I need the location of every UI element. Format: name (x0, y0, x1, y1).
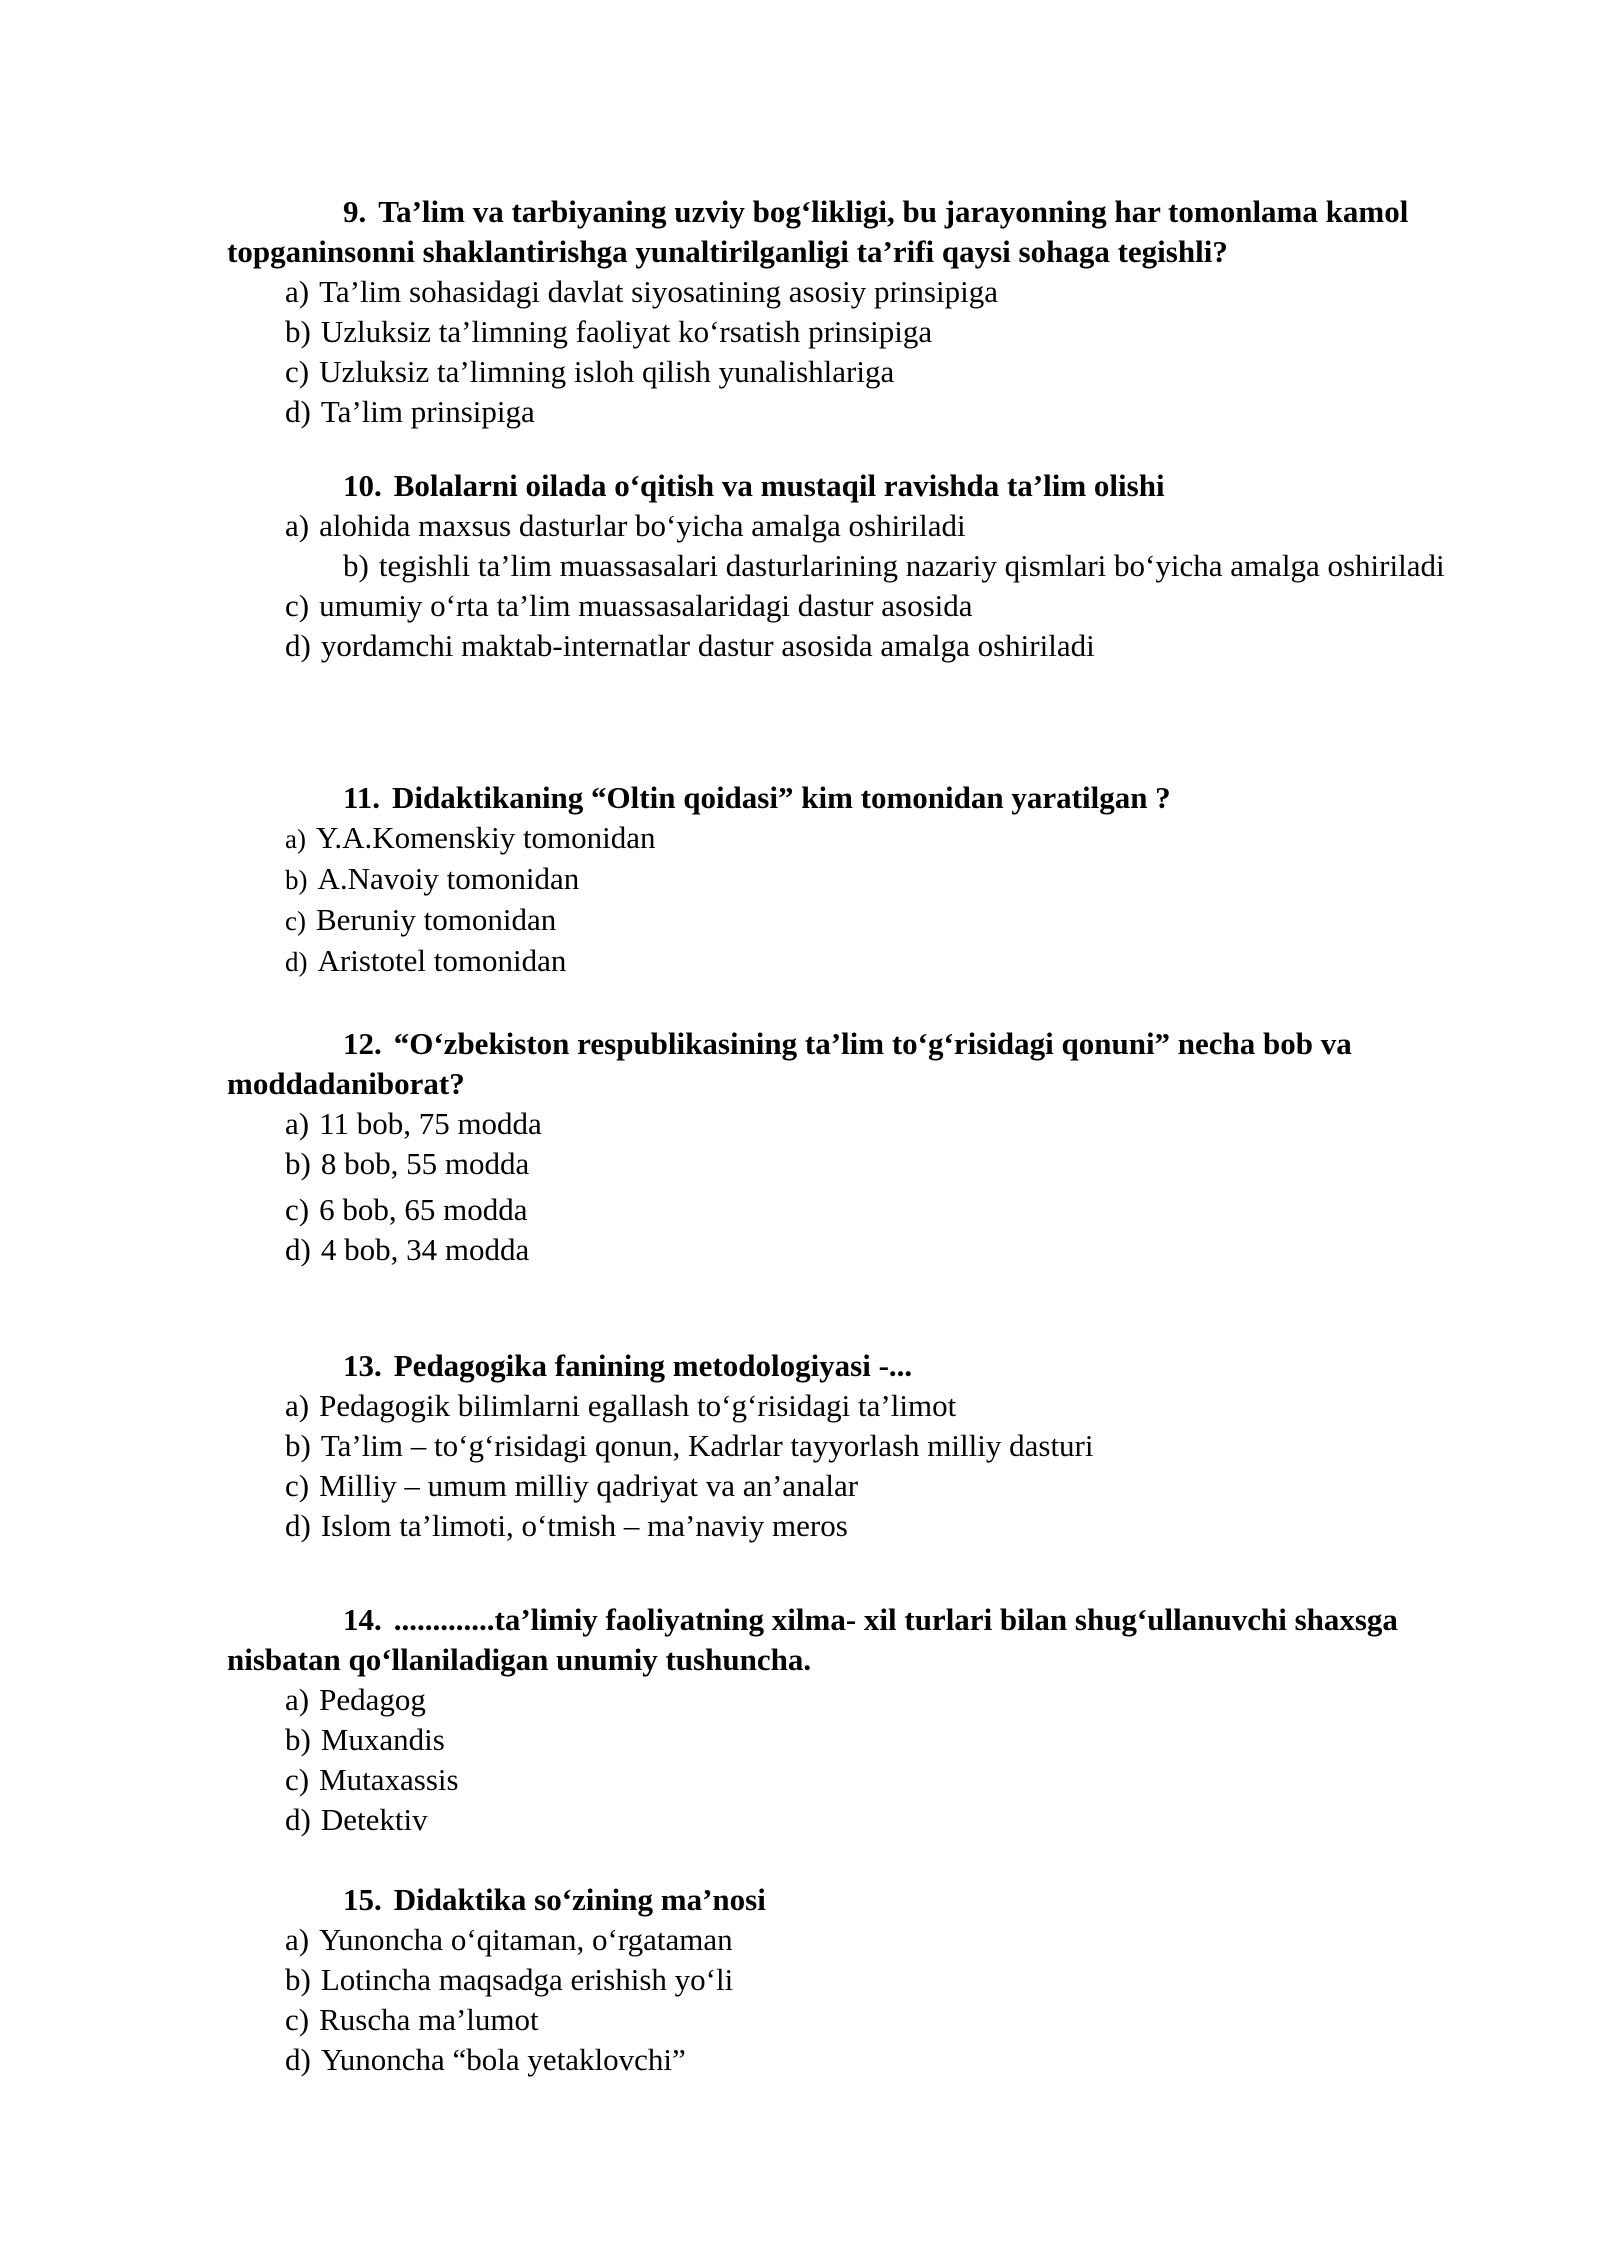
answer-option (227, 1920, 1517, 1960)
answer-option (227, 1720, 1517, 1760)
option-text: Lotincha maqsadga erishish yo‘li (320, 1962, 734, 1997)
question-number: 10. (343, 468, 382, 503)
answer-option (227, 1506, 1517, 1546)
option-letter: a) (285, 1106, 310, 1141)
option-text: Uzluksiz ta’limning isloh qilish yunalishlariga (319, 354, 895, 389)
option-letter: b) (285, 1962, 311, 1997)
question-text: .............ta’limiy faoliyatning xilma- xil turlari bilan shug‘ullanuvchi shaxsga nisbatan qo‘llaniladigan unumiy tushuncha. (227, 1602, 1398, 1677)
question-number: 12. (343, 1026, 382, 1061)
answer-option (227, 1760, 1517, 1800)
answer-option (227, 1466, 1517, 1506)
option-text: 8 bob, 55 modda (320, 1146, 530, 1181)
option-letter: c) (285, 1762, 310, 1797)
answer-option (227, 900, 1517, 941)
answer-option (227, 2000, 1517, 2040)
question-title (227, 1600, 1517, 1680)
question-title (227, 1024, 1517, 1104)
option-letter: d) (285, 1232, 311, 1267)
answer-option (227, 312, 1517, 352)
option-text: Aristotel tomonidan (317, 943, 567, 978)
question-text: Didaktika so‘zining ma’nosi (393, 1882, 766, 1917)
answer-option (227, 1960, 1517, 2000)
question-11 (227, 778, 1517, 982)
question-text: “O‘zbekiston respublikasining ta’lim to‘g‘risidagi qonuni” necha bob va moddadaniborat? (227, 1026, 1352, 1101)
question-title (227, 192, 1517, 272)
option-letter: a) (285, 508, 310, 543)
option-text: Pedagog (319, 1682, 426, 1717)
option-text: Muxandis (320, 1722, 445, 1757)
question-14 (227, 1600, 1517, 1840)
question-13 (227, 1346, 1517, 1546)
option-text: Ta’lim prinsipiga (320, 394, 535, 429)
option-text: Beruniy tomonidan (315, 902, 557, 937)
option-letter: b) (285, 865, 308, 895)
option-letter: a) (285, 1388, 310, 1423)
option-text: Yunoncha o‘qitaman, o‘rgataman (319, 1922, 733, 1957)
answer-option (227, 626, 1517, 666)
option-letter: d) (285, 394, 311, 429)
option-text: 11 bob, 75 modda (319, 1106, 542, 1141)
answer-option (227, 272, 1517, 312)
option-text: Ta’lim – to‘g‘risidagi qonun, Kadrlar tayyorlash milliy dasturi (320, 1428, 1094, 1463)
option-letter: b) (285, 1428, 311, 1463)
option-letter: d) (285, 1802, 311, 1837)
answer-option (227, 546, 1517, 586)
question-number: 14. (343, 1602, 382, 1637)
answer-option (227, 506, 1517, 546)
question-text: Ta’lim va tarbiyaning uzviy bog‘likligi, bu jarayonning har tomonlama kamol topganinsonni shaklantirishga yunaltirilganligi ta’rifi qaysi sohaga tegishli? (227, 194, 1409, 269)
option-letter: d) (285, 2042, 311, 2077)
question-text: Bolalarni oilada o‘qitish va mustaqil ravishda ta’lim olishi (393, 468, 1165, 503)
question-title (227, 466, 1517, 506)
question-10 (227, 466, 1517, 666)
answer-option (227, 859, 1517, 900)
option-text: Detektiv (320, 1802, 428, 1837)
answer-option (227, 586, 1517, 626)
option-text: 4 bob, 34 modda (320, 1232, 530, 1267)
question-text: Pedagogika fanining metodologiyasi -... (393, 1348, 913, 1383)
option-letter: a) (285, 274, 310, 309)
answer-option (227, 941, 1517, 982)
answer-option (227, 1230, 1517, 1270)
option-text: Yunoncha “bola yetaklovchi” (320, 2042, 686, 2077)
option-text: alohida maxsus dasturlar bo‘yicha amalga oshiriladi (319, 508, 966, 543)
option-letter: c) (285, 1468, 310, 1503)
question-15 (227, 1880, 1517, 2080)
option-letter: b) (285, 314, 311, 349)
option-text: Mutaxassis (319, 1762, 459, 1797)
option-text: Y.A.Komenskiy tomonidan (315, 820, 656, 855)
answer-option (227, 1190, 1517, 1230)
answer-option (227, 1426, 1517, 1466)
answer-option (227, 1144, 1517, 1184)
option-text: A.Navoiy tomonidan (317, 861, 580, 896)
option-text: Uzluksiz ta’limning faoliyat ko‘rsatish prinsipiga (320, 314, 933, 349)
option-letter: a) (285, 824, 306, 854)
answer-option (227, 392, 1517, 432)
option-letter: b) (343, 548, 369, 583)
answer-option (227, 1800, 1517, 1840)
answer-option (227, 818, 1517, 859)
question-9 (227, 192, 1517, 432)
question-number: 15. (343, 1882, 382, 1917)
option-text: Milliy – umum milliy qadriyat va an’analar (319, 1468, 859, 1503)
option-letter: c) (285, 588, 310, 623)
option-text: 6 bob, 65 modda (319, 1192, 528, 1227)
question-text: Didaktikaning “Oltin qoidasi” kim tomonidan yaratilgan ? (392, 780, 1171, 815)
question-title (227, 778, 1517, 818)
option-letter: b) (285, 1146, 311, 1181)
option-text: Ta’lim sohasidagi davlat siyosatining asosiy prinsipiga (319, 274, 998, 309)
question-title (227, 1346, 1517, 1386)
answer-option (227, 352, 1517, 392)
option-letter: d) (285, 1508, 311, 1543)
option-text: Ruscha ma’lumot (319, 2002, 539, 2037)
question-number: 9. (343, 194, 367, 229)
question-title (227, 1880, 1517, 1920)
option-letter: c) (285, 354, 310, 389)
answer-option (227, 1386, 1517, 1426)
option-letter: a) (285, 1682, 310, 1717)
question-number: 13. (343, 1348, 382, 1383)
question-12 (227, 1024, 1517, 1270)
option-text: umumiy o‘rta ta’lim muassasalaridagi dastur asosida (319, 588, 973, 623)
option-letter: d) (285, 628, 311, 663)
option-letter: a) (285, 1922, 310, 1957)
question-number: 11. (343, 780, 381, 815)
option-text: yordamchi maktab-internatlar dastur asosida amalga oshiriladi (320, 628, 1095, 663)
option-text: Islom ta’limoti, o‘tmish – ma’naviy meros (320, 1508, 848, 1543)
option-letter: c) (285, 2002, 310, 2037)
answer-option (227, 1680, 1517, 1720)
option-text: tegishli ta’lim muassasalari dasturlarining nazariy qismlari bo‘yicha amalga oshiriladi (378, 548, 1445, 583)
option-letter: d) (285, 947, 308, 977)
option-letter: c) (285, 906, 306, 936)
option-letter: c) (285, 1192, 310, 1227)
option-text: Pedagogik bilimlarni egallash to‘g‘risidagi ta’limot (319, 1388, 957, 1423)
option-letter: b) (285, 1722, 311, 1757)
answer-option (227, 1104, 1517, 1144)
answer-option (227, 2040, 1517, 2080)
